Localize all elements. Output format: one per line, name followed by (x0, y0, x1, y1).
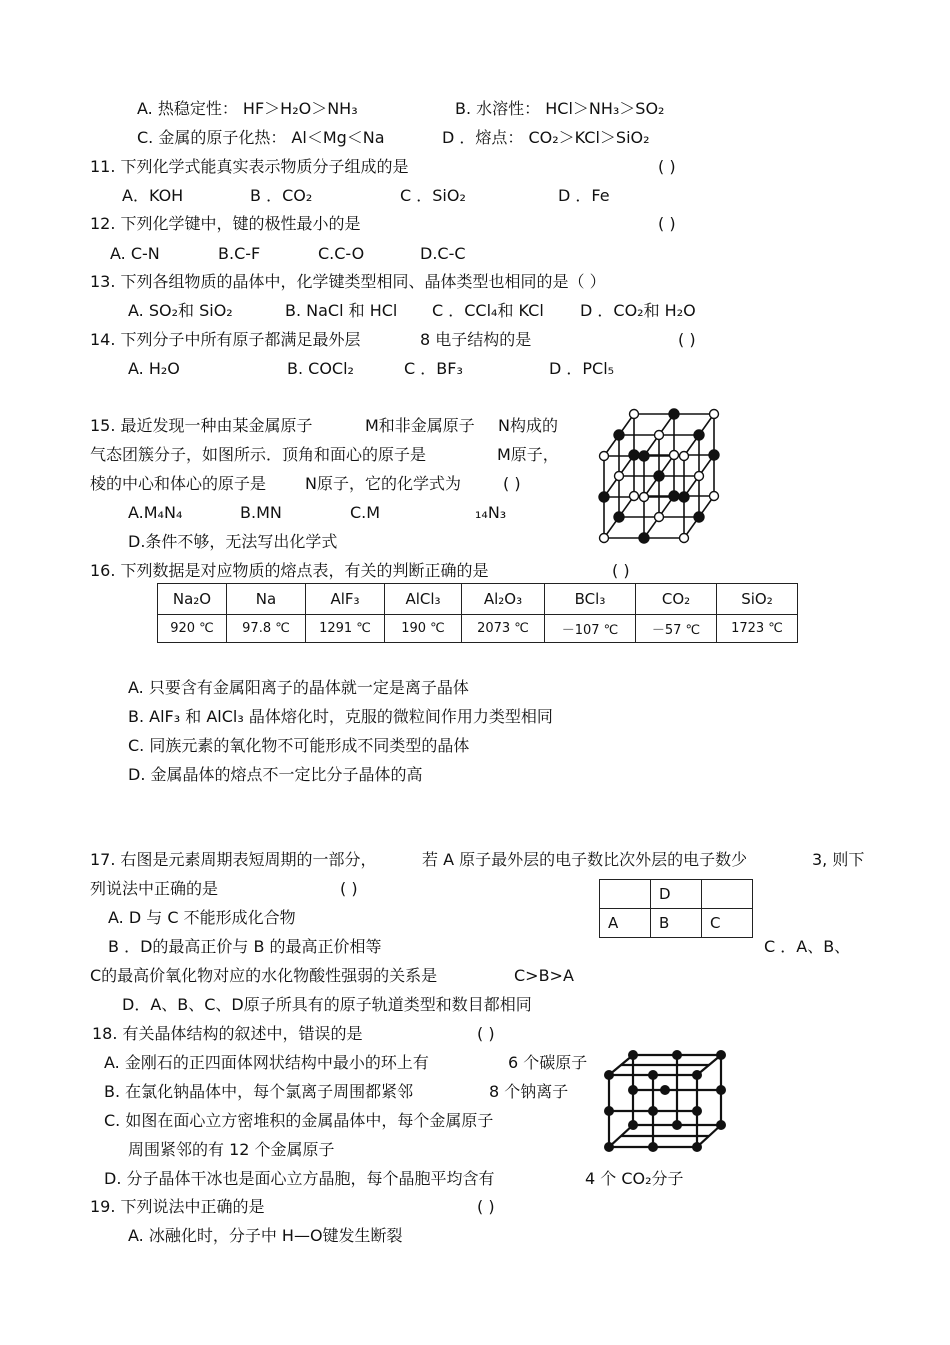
q11-option-b: B ．CO₂ (250, 186, 313, 205)
q16-option-c: C. 同族元素的氧化物不可能形成不同类型的晶体 (128, 736, 470, 755)
q15-line1b: M和非金属原子 (365, 416, 475, 435)
table-header: Al₂O₃ (462, 584, 545, 615)
table-cell: －57 ℃ (636, 615, 717, 643)
q17-line1a: 17. 右图是元素周期表短周期的一部分， (90, 850, 377, 869)
q15-option-a: A.M₄N₄ (128, 503, 183, 522)
q11-stem: 11. 下列化学式能真实表示物质分子组成的是 (90, 157, 409, 176)
q18-option-d: D. 分子晶体干冰也是面心立方晶胞，每个晶胞平均含有 (104, 1169, 495, 1188)
q15-line2b: M原子， (497, 445, 559, 464)
q16-option-a: A. 只要含有金属阳离子的晶体就一定是离子晶体 (128, 678, 469, 697)
table-cell: 1723 ℃ (717, 615, 798, 643)
q10-option-d: D ．熔点： CO₂＞KCl＞SiO₂ (442, 128, 650, 147)
q10-option-a: A. 热稳定性： HF＞H₂O＞NH₃ (137, 99, 358, 118)
q14-stem: 14. 下列分子中所有原子都满足最外层 (90, 330, 361, 349)
table-header: BCl₃ (545, 584, 636, 615)
q18-option-a-end: 6 个碳原子 (508, 1053, 588, 1072)
table-header: CO₂ (636, 584, 717, 615)
q15-option-d: D.条件不够，无法写出化学式 (128, 532, 338, 551)
table-cell-d: D (651, 880, 702, 909)
q18-option-d-end: 4 个 CO₂分子 (585, 1169, 684, 1188)
q17-option-c-start: C ．A、B、 (764, 937, 851, 956)
q17-option-c: C的最高价氧化物对应的水化物酸性强弱的关系是 (90, 966, 438, 985)
q18-fcc-figure (603, 1047, 728, 1155)
q11-option-c: C ．SiO₂ (400, 186, 466, 205)
melting-point-table (157, 583, 798, 643)
q13-stem: 13. 下列各组物质的晶体中，化学键类型相同、晶体类型也相同的是（ ） (90, 272, 606, 291)
q18-stem: 18. 有关晶体结构的叙述中，错误的是 (92, 1024, 363, 1043)
q18-option-a: A. 金刚石的正四面体网状结构中最小的环上有 (104, 1053, 429, 1072)
q13-option-d: D ．CO₂和 H₂O (580, 301, 696, 320)
q13-option-a: A. SO₂和 SiO₂ (128, 301, 233, 320)
q17-option-d: D．A、B、C、D原子所具有的原子轨道类型和数目都相同 (122, 995, 532, 1014)
table-header: Na (227, 584, 306, 615)
q15-option-b: B.MN (240, 503, 282, 522)
q19-option-a: A. 冰融化时，分子中 H—O键发生断裂 (128, 1226, 403, 1245)
q18-option-b: B. 在氯化钠晶体中，每个氯离子周围都紧邻 (104, 1082, 414, 1101)
q14-answer-paren: ( ) (678, 330, 696, 349)
q15-option-c-subscript: ₁₄N₃ (475, 503, 507, 522)
q16-option-b: B. AlF₃ 和 AlCl₃ 晶体熔化时，克服的微粒间作用力类型相同 (128, 707, 553, 726)
q15-line1a: 15. 最近发现一种由某金属原子 (90, 416, 313, 435)
q11-option-d: D ．Fe (558, 186, 610, 205)
table-cell-empty (600, 880, 651, 909)
q14-option-d: D ．PCl₅ (549, 359, 615, 378)
table-cell: 190 ℃ (385, 615, 462, 643)
q12-option-d: D.C-C (420, 244, 466, 263)
q17-answer-paren: ( ) (340, 879, 358, 898)
q12-option-c: C.C-O (318, 244, 365, 263)
q11-answer-paren: ( ) (658, 157, 676, 176)
q17-option-b: B ．D的最高正价与 B 的最高正价相等 (108, 937, 382, 956)
q12-option-b: B.C-F (218, 244, 261, 263)
q16-stem: 16. 下列数据是对应物质的熔点表，有关的判断正确的是 (90, 561, 489, 580)
periodic-table-fragment (599, 879, 753, 938)
table-cell: 2073 ℃ (462, 615, 545, 643)
q13-option-b: B. NaCl 和 HCl (285, 301, 398, 320)
table-cell: 920 ℃ (158, 615, 227, 643)
q18-answer-paren: ( ) (477, 1024, 495, 1043)
q14-option-b: B. COCl₂ (287, 359, 354, 378)
q17-option-a: A. D 与 C 不能形成化合物 (108, 908, 296, 927)
q15-line3b: N原子，它的化学式为 (305, 474, 461, 493)
q15-line2a: 气态团簇分子，如图所示．顶角和面心的原子是 (90, 445, 427, 464)
q18-option-c: C. 如图在面心立方密堆积的金属晶体中，每个金属原子 (104, 1111, 494, 1130)
q19-answer-paren: ( ) (477, 1197, 495, 1216)
table-cell-c: C (702, 909, 753, 938)
q15-option-c: C.M (350, 503, 381, 522)
q15-line3a: 棱的中心和体心的原子是 (90, 474, 267, 493)
q17-line2a: 列说法中正确的是 (90, 879, 219, 898)
q15-answer-paren: ( ) (503, 474, 521, 493)
q14-option-a: A. H₂O (128, 359, 180, 378)
q11-option-a: A．KOH (122, 186, 184, 205)
q18-option-b-end: 8 个钠离子 (489, 1082, 569, 1101)
q15-cluster-figure (596, 406, 731, 548)
table-header: AlF₃ (306, 584, 385, 615)
q12-answer-paren: ( ) (658, 214, 676, 233)
table-cell: －107 ℃ (545, 615, 636, 643)
q10-option-c: C. 金属的原子化热： Al＜Mg＜Na (137, 128, 385, 147)
q14-stem-2: 8 电子结构的是 (420, 330, 532, 349)
q12-option-a: A. C-N (110, 244, 160, 263)
q15-line1c: N构成的 (498, 416, 558, 435)
table-cell-a: A (600, 909, 651, 938)
table-cell-b: B (651, 909, 702, 938)
q18-option-c-cont: 周围紧邻的有 12 个金属原子 (128, 1140, 335, 1159)
q17-option-c-end: C>B>A (514, 966, 574, 985)
table-header: Na₂O (158, 584, 227, 615)
table-header: SiO₂ (717, 584, 798, 615)
q13-option-c: C ．CCl₄和 KCl (432, 301, 544, 320)
table-cell: 97.8 ℃ (227, 615, 306, 643)
q17-line1c: 3, 则下 (812, 850, 865, 869)
q14-option-c: C ．BF₃ (404, 359, 463, 378)
q16-option-d: D. 金属晶体的熔点不一定比分子晶体的高 (128, 765, 423, 784)
q10-option-b: B. 水溶性： HCl＞NH₃＞SO₂ (455, 99, 665, 118)
q17-line1b: 若 A 原子最外层的电子数比次外层的电子数少 (422, 850, 748, 869)
q12-stem: 12. 下列化学键中，键的极性最小的是 (90, 214, 361, 233)
table-cell-empty (702, 880, 753, 909)
table-cell: 1291 ℃ (306, 615, 385, 643)
q19-stem: 19. 下列说法中正确的是 (90, 1197, 265, 1216)
table-header: AlCl₃ (385, 584, 462, 615)
q16-answer-paren: ( ) (612, 561, 630, 580)
